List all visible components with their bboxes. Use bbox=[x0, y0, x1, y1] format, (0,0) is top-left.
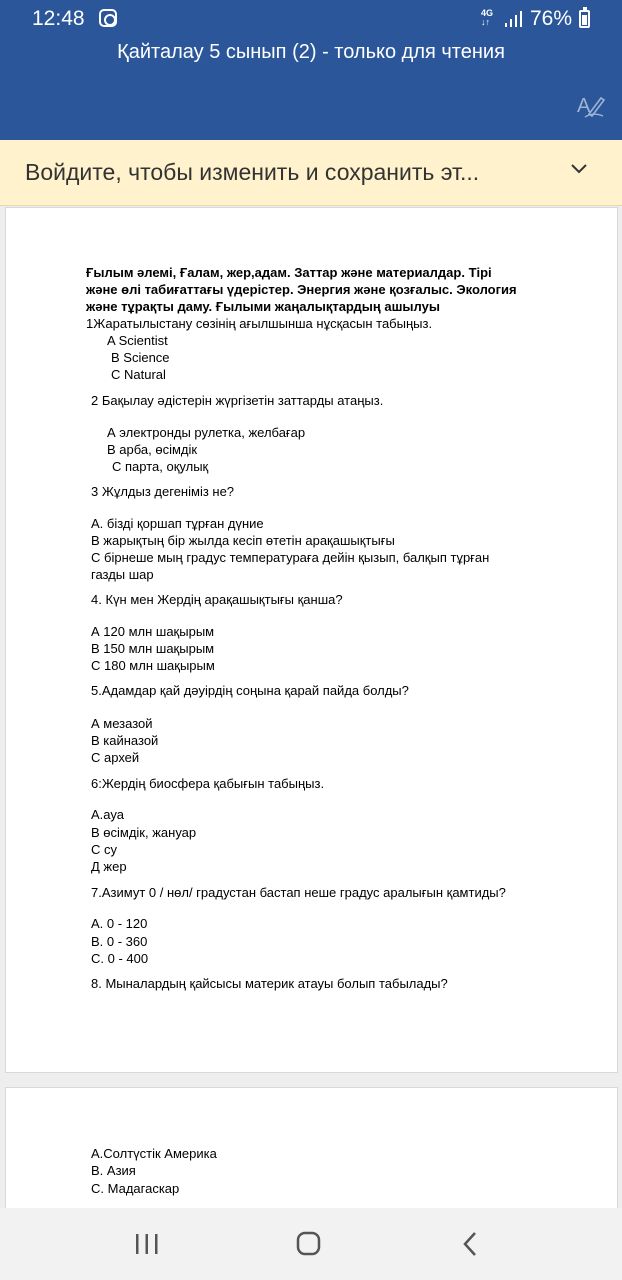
question-1: 1Жаратылыстану сөзінің ағылшынша нұсқасын табыңыз. bbox=[86, 316, 433, 331]
question-6-option: С су bbox=[91, 842, 117, 857]
system-navigation-bar bbox=[0, 1208, 622, 1280]
back-icon[interactable] bbox=[460, 1231, 480, 1257]
question-2-option: А электронды рулетка, желбағар bbox=[107, 425, 306, 440]
question-4: 4. Күн мен Жердің арақашықтығы қанша? bbox=[91, 592, 343, 607]
question-6-option: А.ауа bbox=[91, 807, 124, 822]
question-6-option: В өсімдік, жануар bbox=[91, 825, 197, 840]
question-5: 5.Адамдар қай дәуірдің соңына қарай пайда болды? bbox=[91, 683, 409, 698]
question-7-option: А. 0 - 120 bbox=[91, 916, 148, 931]
section-heading-line: Ғылым әлемі, Ғалам, жер,адам. Заттар және материалдар. Тірі bbox=[86, 265, 492, 280]
question-2-option: В арба, өсімдік bbox=[107, 442, 198, 457]
question-3-option: В жарықтың бір жылда кесіп өтетін арақашықтығы bbox=[91, 533, 395, 548]
banner-text: Войдите, чтобы изменить и сохранить эт... bbox=[25, 159, 480, 185]
question-3-option: газды шар bbox=[91, 567, 154, 582]
question-7-option: С. 0 - 400 bbox=[91, 951, 149, 966]
question-5-option: В кайназой bbox=[91, 733, 159, 748]
recent-apps-icon[interactable] bbox=[134, 1233, 160, 1255]
network-4g-icon: 4G ↓↑ bbox=[481, 8, 494, 27]
question-8-option: В. Азия bbox=[91, 1163, 136, 1178]
question-7: 7.Азимут 0 / нөл/ градустан бастап неше градус аралығын қамтиды? bbox=[91, 885, 506, 900]
question-2: 2 Бақылау әдістерін жүргізетін заттарды атаңыз. bbox=[91, 393, 384, 408]
document-title: Қайталау 5 сынып (2) - только для чтения bbox=[117, 41, 505, 63]
question-6: 6:Жердің биосфера қабығын табыңыз. bbox=[91, 776, 325, 791]
question-8: 8. Мыналардың қайсысы материк атауы болып табылады? bbox=[91, 976, 448, 991]
battery-percent: 76% bbox=[530, 7, 573, 30]
question-3-option: С бірнеше мың градус температураға дейін қызып, балқып тұрған bbox=[91, 550, 490, 565]
question-3: 3 Жұлдыз дегеніміз не? bbox=[91, 484, 235, 499]
home-icon[interactable] bbox=[295, 1231, 323, 1257]
question-6-option: Д жер bbox=[91, 859, 127, 874]
question-5-option: С архей bbox=[91, 750, 140, 765]
question-2-option: С парта, оқулық bbox=[112, 459, 209, 474]
question-5-option: А мезазой bbox=[91, 716, 153, 731]
svg-text:A: A bbox=[577, 95, 591, 117]
chevron-down-icon[interactable] bbox=[568, 160, 590, 176]
question-1-option: C Natural bbox=[111, 367, 166, 382]
question-1-option: B Science bbox=[111, 350, 170, 365]
question-4-option: А 120 млн шақырым bbox=[91, 624, 215, 639]
status-time: 12:48 bbox=[32, 7, 85, 30]
battery-icon bbox=[579, 10, 590, 28]
question-3-option: А. бізді қоршап тұрған дүние bbox=[91, 516, 264, 531]
section-heading-line: және тұрақты даму. Ғылыми жаңалықтардың ашылуы bbox=[86, 299, 440, 314]
question-7-option: В. 0 - 360 bbox=[91, 934, 148, 949]
question-1-option: A Scientist bbox=[107, 333, 168, 348]
signin-banner[interactable] bbox=[0, 140, 622, 206]
app-toolbar bbox=[0, 0, 622, 140]
question-4-option: С 180 млн шақырым bbox=[91, 658, 215, 673]
section-heading-line: және өлі табиғаттағы үдерістер. Энергия және қозғалыс. Экология bbox=[86, 282, 517, 297]
instagram-notification-icon bbox=[99, 9, 117, 27]
signal-icon bbox=[505, 11, 525, 27]
question-4-option: В 150 млн шақырым bbox=[91, 641, 215, 656]
question-8-option: С. Мадагаскар bbox=[91, 1181, 180, 1196]
question-8-option: А.Солтүстік Америка bbox=[91, 1146, 217, 1161]
edit-pen-icon[interactable] bbox=[575, 90, 605, 120]
